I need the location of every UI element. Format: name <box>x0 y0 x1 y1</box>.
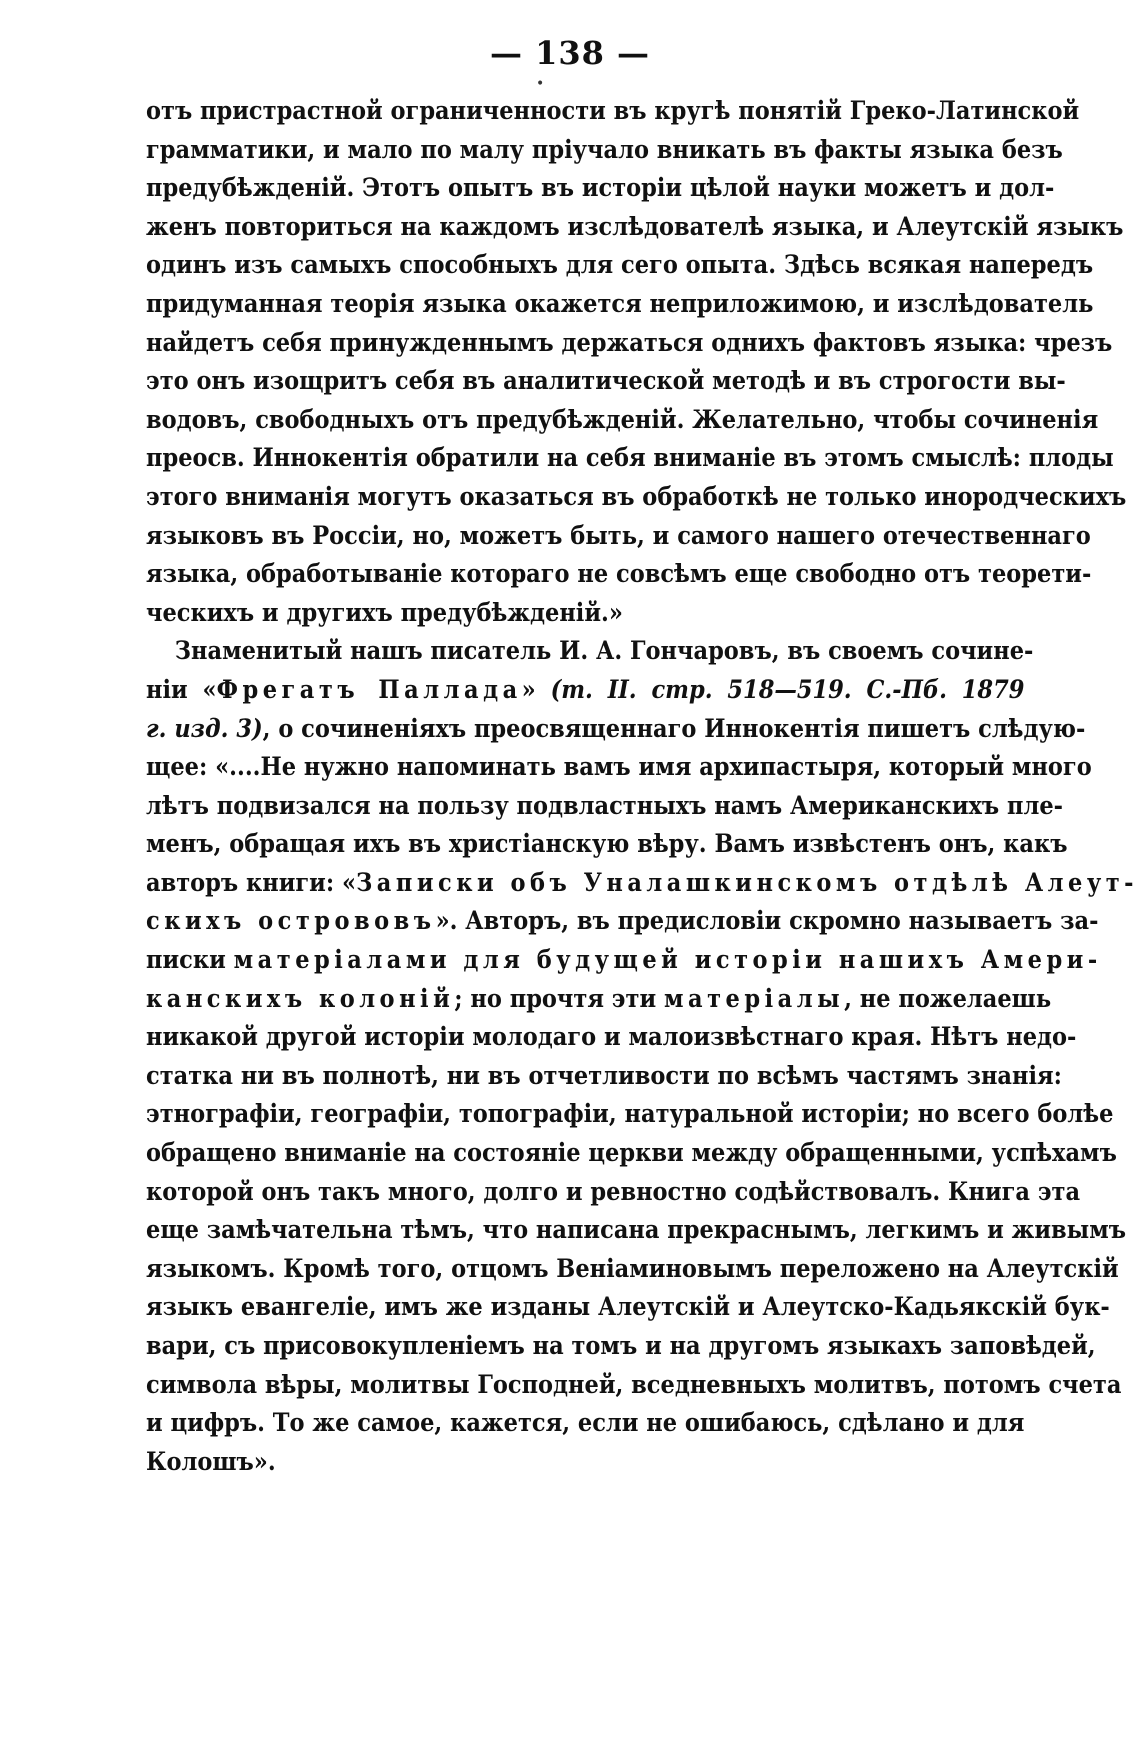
text-segment: (т. II. стр. 518—519. С.-Пб. 1879 <box>550 674 1025 704</box>
text-segment: писки <box>146 945 234 975</box>
text-segment: преосв. Иннокентія обратили на себя вниманіе въ этомъ смыслѣ: плоды <box>146 443 1114 473</box>
text-line <box>146 401 1099 440</box>
text-line <box>146 1288 1110 1327</box>
page-number: — 138 — <box>489 34 651 72</box>
text-line <box>146 1211 1127 1250</box>
text-line <box>146 594 1024 633</box>
text-line <box>146 131 1063 170</box>
text-segment: Фрегатъ Паллада <box>216 674 522 704</box>
text-line <box>146 980 1052 1019</box>
body-text <box>146 92 1139 1481</box>
text-segment: » <box>521 674 551 704</box>
text-segment: и цифръ. То же самое, кажется, если не ошибаюсь, сдѣлано и для <box>146 1408 1025 1438</box>
text-line <box>146 1404 1024 1443</box>
text-line <box>146 902 1099 941</box>
text-segment: языковъ въ Россіи, но, можетъ быть, и самого нашего отечественнаго <box>146 520 1091 550</box>
text-segment: Колошъ». <box>146 1446 276 1476</box>
text-segment: этого вниманія могутъ оказаться въ обработкѣ не только инородческихъ <box>146 481 1127 511</box>
text-segment: обращено вниманіе на состояніе церкви между обращенными, успѣхамъ <box>146 1138 1117 1168</box>
text-line <box>146 1443 1024 1482</box>
text-segment: авторъ книги: « <box>146 867 357 897</box>
print-speck: • <box>536 76 545 92</box>
text-segment: лѣтъ подвизался на пользу подвластныхъ намъ Американскихъ пле- <box>146 790 1064 820</box>
text-segment: ческихъ и другихъ предубѣжденій.» <box>146 597 623 627</box>
text-segment: еще замѣчательна тѣмъ, что написана прекраснымъ, легкимъ и живымъ <box>146 1215 1127 1245</box>
text-segment: Знаменитый нашъ писатель И. А. Гончаровъ, въ своемъ сочине- <box>174 636 1034 666</box>
text-segment: отъ пристрастной ограниченности въ кругѣ понятій Греко-Латинской <box>146 96 1080 125</box>
text-segment: статка ни въ полнотѣ, ни въ отчетливости по всѣмъ частямъ знанія: <box>146 1060 1062 1090</box>
text-segment: ніи « <box>146 674 217 704</box>
text-segment: ; но прочтя эти <box>454 983 664 1013</box>
text-line <box>146 478 1127 517</box>
text-line <box>146 1366 1122 1405</box>
text-line <box>146 1095 1114 1134</box>
text-line <box>146 285 1094 324</box>
text-segment: женъ повториться на каждомъ изслѣдователѣ языка, и Алеутскій языкъ <box>146 211 1124 241</box>
text-segment: одинъ изъ самыхъ способныхъ для сего опыта. Здѣсь всякая напередъ <box>146 250 1094 280</box>
text-line <box>146 324 1113 363</box>
text-segment: матеріалы <box>663 983 845 1013</box>
text-segment: менъ, обращая ихъ въ христіанскую вѣру. Вамъ извѣстенъ онъ, какъ <box>146 829 1068 859</box>
text-segment: придуманная теорія языка окажется неприложимою, и изслѣдователь <box>146 288 1094 318</box>
text-line <box>146 1057 1062 1096</box>
text-line <box>146 671 1024 710</box>
text-segment: ». Авторъ, въ предисловіи скромно называетъ за- <box>435 906 1099 936</box>
text-segment: языкъ евангеліе, имъ же изданы Алеутскій и Алеутско-Кадьякскій бук- <box>146 1292 1110 1322</box>
text-line <box>146 748 1092 787</box>
text-line <box>146 1134 1117 1173</box>
text-line <box>146 864 1139 903</box>
text-line <box>146 632 1034 671</box>
text-segment: найдетъ себя принужденнымъ держаться однихъ фактовъ языка: чрезъ <box>146 327 1113 357</box>
text-line <box>146 1018 1077 1057</box>
text-segment: это онъ изощритъ себя въ аналитической методѣ и въ строгости вы- <box>146 366 1066 396</box>
text-segment: символа вѣры, молитвы Господней, вседневныхъ молитвъ, потомъ счета <box>146 1369 1122 1399</box>
text-segment: грамматики, и мало по малу пріучало вникать въ факты языка безъ <box>146 134 1063 164</box>
text-line <box>146 169 1055 208</box>
text-segment: матеріалами для будущей исторіи нашихъ Амери- <box>233 945 1102 975</box>
text-segment: языкомъ. Кромѣ того, отцомъ Веніаминовымъ переложено на Алеутскій <box>146 1253 1119 1283</box>
text-segment: Записки объ Уналашкинскомъ отдѣлѣ Алеут- <box>356 867 1139 897</box>
text-line <box>146 941 1102 980</box>
text-line <box>146 208 1124 247</box>
text-segment: щее: «....Не нужно напоминать вамъ имя архипастыря, который много <box>146 752 1092 782</box>
text-line <box>146 517 1091 556</box>
text-segment: языка, обработываніе котораго не совсѣмъ еще свободно отъ теорети- <box>146 559 1092 589</box>
text-line <box>146 246 1094 285</box>
text-line <box>146 362 1066 401</box>
text-segment: скихъ острововъ <box>146 906 436 936</box>
text-segment: вари, съ присовокупленіемъ на томъ и на другомъ языкахъ заповѣдей, <box>146 1331 1096 1360</box>
text-segment: г. изд. 3) <box>146 713 263 743</box>
text-segment: , не пожелаешь <box>844 983 1052 1013</box>
text-segment: которой онъ такъ много, долго и ревностно содѣйствовалъ. Книга эта <box>146 1176 1081 1206</box>
text-line <box>146 92 1080 131</box>
text-line <box>146 787 1064 826</box>
text-line <box>146 555 1092 594</box>
text-segment: предубѣжденій. Этотъ опытъ въ исторіи цѣлой науки можетъ и дол- <box>146 173 1055 203</box>
text-segment: водовъ, свободныхъ отъ предубѣжденій. Желательно, чтобы сочиненія <box>146 404 1099 434</box>
text-segment: никакой другой исторіи молодаго и малоизвѣстнаго края. Нѣтъ недо- <box>146 1022 1077 1052</box>
text-line <box>146 825 1068 864</box>
text-segment: , о сочиненіяхъ преосвященнаго Иннокентія пишетъ слѣдую- <box>262 713 1086 743</box>
text-line <box>146 1327 1096 1366</box>
text-line <box>146 1173 1081 1212</box>
text-segment: канскихъ колоній <box>146 983 455 1013</box>
text-line <box>146 1250 1119 1289</box>
text-segment: этнографіи, географіи, топографіи, натуральной исторіи; но всего болѣе <box>146 1099 1114 1129</box>
text-line <box>146 710 1086 749</box>
text-line <box>146 439 1114 478</box>
